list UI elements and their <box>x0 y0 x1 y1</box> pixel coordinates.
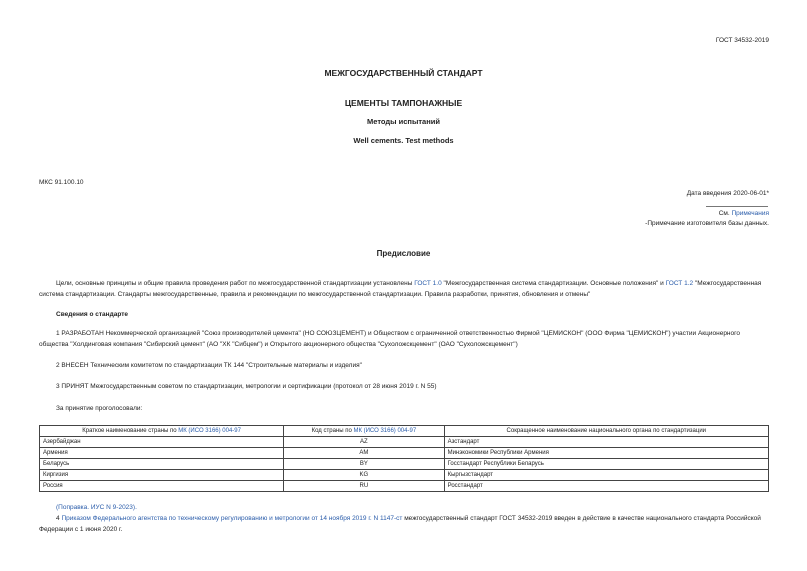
amendment-link[interactable]: (Поправка. ИУС N 9-2023). <box>56 504 137 511</box>
signatories-table <box>39 425 769 492</box>
table-row <box>40 481 769 492</box>
table-header-row <box>40 426 769 437</box>
p1-text-a: Цели, основные принципы и общие правила проведения работ по межгосударственной стандартизации установлены <box>56 280 413 287</box>
code-cell: RU <box>284 481 444 492</box>
notes-link[interactable]: Примечания <box>731 210 769 217</box>
col-country-header-text: Краткое наименование страны по <box>82 428 177 434</box>
standard-english-title: Well cements. Test methods <box>353 136 454 145</box>
gost-number: ГОСТ 34532-2019 <box>715 37 769 44</box>
standard-type: МЕЖГОСУДАРСТВЕННЫЙ СТАНДАРТ <box>324 68 483 78</box>
foreword-paragraph <box>39 279 769 300</box>
country-cell: Россия <box>40 481 284 492</box>
gost-1-0-link[interactable]: ГОСТ 1.0 <box>414 280 442 287</box>
body-cell: Кыргызстандарт <box>444 470 768 481</box>
body-cell: Азстандарт <box>444 437 768 448</box>
country-cell: Киргизия <box>40 470 284 481</box>
code-cell: KG <box>284 470 444 481</box>
item-2: 2 ВНЕСЕН Техническим комитетом по стандартизации ТК 144 "Строительные материалы и изделия" <box>56 362 362 369</box>
db-note: -Примечание изготовителя базы данных. <box>645 220 769 227</box>
mk-iso-link[interactable]: МК (ИСО 3166) 004-97 <box>178 428 241 434</box>
intro-date: Дата введения 2020-06-01* <box>686 190 769 197</box>
info-heading: Сведения о стандарте <box>56 311 129 318</box>
country-cell: Армения <box>40 448 284 459</box>
table-row <box>40 448 769 459</box>
standard-subtitle: Методы испытаний <box>367 117 440 126</box>
table-row <box>40 459 769 470</box>
voted-label: За принятие проголосовали: <box>56 405 143 412</box>
table-row <box>40 470 769 481</box>
country-cell: Беларусь <box>40 459 284 470</box>
order-link[interactable]: Приказом Федерального агентства по техническому регулированию и метрологии от 14 ноября 2019 г. N 1147-ст <box>61 515 403 522</box>
body-cell: Росстандарт <box>444 481 768 492</box>
gost-1-2-link[interactable]: ГОСТ 1.2 <box>665 280 694 287</box>
divider-line <box>706 206 768 207</box>
mk-iso-link[interactable]: МК (ИСО 3166) 004-97 <box>353 428 417 434</box>
col-country-header <box>40 426 284 437</box>
item-4-number: 4 <box>56 515 60 522</box>
code-cell: BY <box>284 459 444 470</box>
p1-text-b: "Межгосударственная система стандартизации. Основные положения" и <box>443 280 664 287</box>
see-prefix: См. <box>718 210 730 217</box>
foreword-heading: Предисловие <box>376 249 431 258</box>
item-4 <box>39 514 769 535</box>
item-1: 1 РАЗРАБОТАН Некоммерческой организацией "Союз производителей цемента" (НО СОЮЗЦЕМЕНТ) и Обществом с ограниченной ответственностью Фирмой "ЦЕМИСКОН" (ООО Фирма "ЦЕМИСКОН") участии Акционерного общества "Холдинговая компания "Сибирский цемент" (АО "ХК "Сибцем") и Открытого акционерного общества "Сухоложскцемент" (ОАО "Сухоложскцемент") <box>39 330 740 348</box>
standard-title: ЦЕМЕНТЫ ТАМПОНАЖНЫЕ <box>344 98 463 108</box>
mks-code: МКС 91.100.10 <box>39 179 84 186</box>
col-body-header: Сокращенное наименование национального органа по стандартизации <box>444 426 768 437</box>
item-3: 3 ПРИНЯТ Межгосударственным советом по стандартизации, метрологии и сертификации (протокол от 28 июня 2019 г. N 55) <box>56 383 437 390</box>
body-cell: Минэкономики Республики Армения <box>444 448 768 459</box>
body-cell: Госстандарт Республики Беларусь <box>444 459 768 470</box>
see-notes <box>719 209 769 218</box>
item-4-text: межгосударственный стандарт ГОСТ 34532-2019 введен в действие в качестве национального стандарта Российской Федерации с 1 июня 2020 г. <box>39 515 761 533</box>
col-code-header <box>284 426 444 437</box>
col-code-header-text: Код страны по <box>311 428 352 434</box>
code-cell: AZ <box>284 437 444 448</box>
table-row <box>40 437 769 448</box>
code-cell: AM <box>284 448 444 459</box>
country-cell: Азербайджан <box>40 437 284 448</box>
p1-text-c: "Межгосударственная система стандартизации. Стандарты межгосударственные, правила и рекомендации по межгосударственной стандартизации. Правила разработки, принятия, обновления и отмены" <box>39 280 762 298</box>
amendment-note <box>56 503 137 512</box>
